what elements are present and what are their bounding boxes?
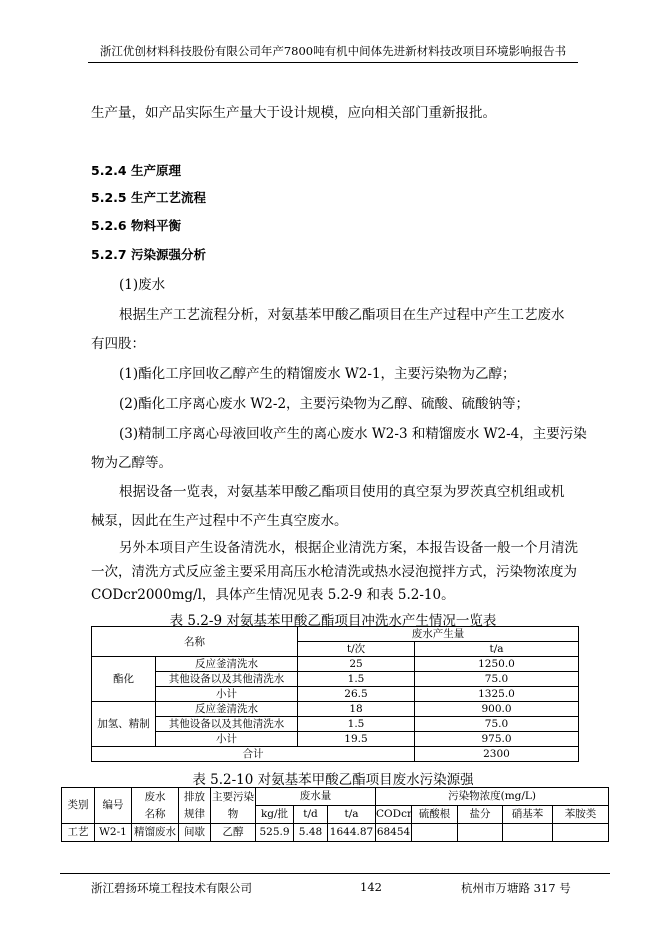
- paragraph: (3)精制工序离心母液回收产生的离心废水 W2-3 和精馏废水 W2-4，主要污染: [119, 426, 587, 442]
- table-cell: 其他设备以及其他清洗水: [156, 672, 298, 687]
- paragraph: (1)酯化工序回收乙醇产生的精馏废水 W2-1，主要污染物为乙醇；: [119, 366, 516, 382]
- table-cell: 1250.0: [415, 657, 579, 672]
- table-cell: 工艺: [62, 824, 95, 842]
- table-caption: 表 5.2-9 对氨基苯甲酸乙酯项目冲洗水产生情况一览表: [169, 613, 497, 629]
- total-label: 合计: [92, 747, 415, 762]
- table-cell: 1.5: [298, 672, 415, 687]
- footer-rule: [60, 873, 610, 874]
- header-type: 类别: [62, 788, 95, 824]
- paragraph: 另外本项目产生设备清洗水，根据企业清洗方案，本报告设备一般一个月清洗: [119, 540, 578, 556]
- table-cell: 975.0: [415, 732, 579, 747]
- page-header: 浙江优创材料科技股份有限公司年产7800吨有机中间体先进新材料技改项目环境影响报告书: [99, 44, 567, 58]
- table-cell: 18: [298, 702, 415, 717]
- table-cell: 5.48: [294, 824, 328, 842]
- header-pollutant: 主要污染物: [211, 788, 256, 824]
- table-cell: 900.0: [415, 702, 579, 717]
- table-cell: 19.5: [298, 732, 415, 747]
- table-cell: 反应釜清洗水: [156, 657, 298, 672]
- rinse-water-table: [91, 626, 579, 762]
- table-cell: 75.0: [415, 672, 579, 687]
- table-cell: [412, 824, 458, 842]
- table-cell: 525.9: [256, 824, 294, 842]
- table-cell: 小计: [156, 732, 298, 747]
- table-cell: 小计: [156, 687, 298, 702]
- total-value: 2300: [415, 747, 579, 762]
- section-heading: 5.2.6 物料平衡: [91, 218, 181, 233]
- group-label: 加氢、精制: [92, 702, 156, 747]
- header-rule: [88, 62, 578, 63]
- paragraph: 械泵，因此在生产过程中不产生真空废水。: [91, 513, 348, 529]
- header-pollutant-col: CODcr: [376, 806, 412, 824]
- paragraph: 生产量，如产品实际生产量大于设计规模，应向相关部门重新报批。: [91, 105, 496, 121]
- table-cell: W2-1: [95, 824, 132, 842]
- header-name: 名称: [92, 627, 298, 657]
- page-number: 142: [360, 880, 382, 894]
- table-cell: 精馏废水: [132, 824, 179, 842]
- header-id: 编号: [95, 788, 132, 824]
- table-caption: 表 5.2-10 对氨基苯甲酸乙酯项目废水污染源强: [192, 772, 474, 788]
- footer-company: 浙江碧扬环境工程技术有限公司: [91, 881, 252, 895]
- paragraph: 有四股：: [91, 336, 145, 352]
- table-cell: 反应釜清洗水: [156, 702, 298, 717]
- paragraph: CODcr2000mg/l，具体产生情况见表 5.2-9 和表 5.2-10。: [91, 587, 455, 603]
- header-discharge-pattern: 排放 规律: [179, 788, 211, 824]
- paragraph: 根据生产工艺流程分析，对氨基苯甲酸乙酯项目在生产过程中产生工艺废水: [119, 307, 565, 323]
- section-heading: 5.2.7 污染源强分析: [91, 247, 206, 262]
- table-cell: 75.0: [415, 717, 579, 732]
- table-cell: [553, 824, 609, 842]
- header-unit: t/d: [294, 806, 328, 824]
- paragraph: 一次，清洗方式反应釜主要采用高压水枪清洗或热水浸泡搅拌方式，污染物浓度为: [91, 564, 577, 580]
- section-heading: 5.2.4 生产原理: [91, 163, 181, 178]
- header-unit: t/次: [298, 642, 415, 657]
- table-cell: 68454: [376, 824, 412, 842]
- table-cell: 25: [298, 657, 415, 672]
- paragraph: 物为乙醇等。: [91, 455, 172, 471]
- header-amount: 废水量: [256, 788, 376, 806]
- table-cell: 1644.87: [328, 824, 376, 842]
- pollution-source-table: [61, 787, 609, 842]
- table-cell: 26.5: [298, 687, 415, 702]
- header-pollutant-col: 硝基苯: [503, 806, 553, 824]
- table-cell: 1325.0: [415, 687, 579, 702]
- section-heading: 5.2.5 生产工艺流程: [91, 190, 206, 205]
- table-cell: [458, 824, 503, 842]
- header-pollutant-col: 硫酸根: [412, 806, 458, 824]
- group-label: 酯化: [92, 657, 156, 702]
- header-unit: kg/批: [256, 806, 294, 824]
- header-pollutant-col: 盐分: [458, 806, 503, 824]
- header-unit: t/a: [415, 642, 579, 657]
- header-unit: t/a: [328, 806, 376, 824]
- paragraph: 根据设备一览表，对氨基苯甲酸乙酯项目使用的真空泵为罗茨真空机组或机: [119, 484, 565, 500]
- header-wastewater-name: 废水 名称: [132, 788, 179, 824]
- paragraph: (2)酯化工序离心废水 W2-2，主要污染物为乙醇、硫酸、硫酸钠等；: [119, 396, 530, 412]
- table-cell: [503, 824, 553, 842]
- header-group: 废水产生量: [298, 627, 579, 642]
- footer-address: 杭州市万塘路 317 号: [461, 881, 571, 895]
- table-cell: 其他设备以及其他清洗水: [156, 717, 298, 732]
- table-cell: 1.5: [298, 717, 415, 732]
- header-concentration: 污染物浓度(mg/L): [376, 788, 609, 806]
- table-cell: 间歇: [179, 824, 211, 842]
- header-pollutant-col: 苯胺类: [553, 806, 609, 824]
- table-cell: 乙醇: [211, 824, 256, 842]
- paragraph: (1)废水: [119, 277, 166, 293]
